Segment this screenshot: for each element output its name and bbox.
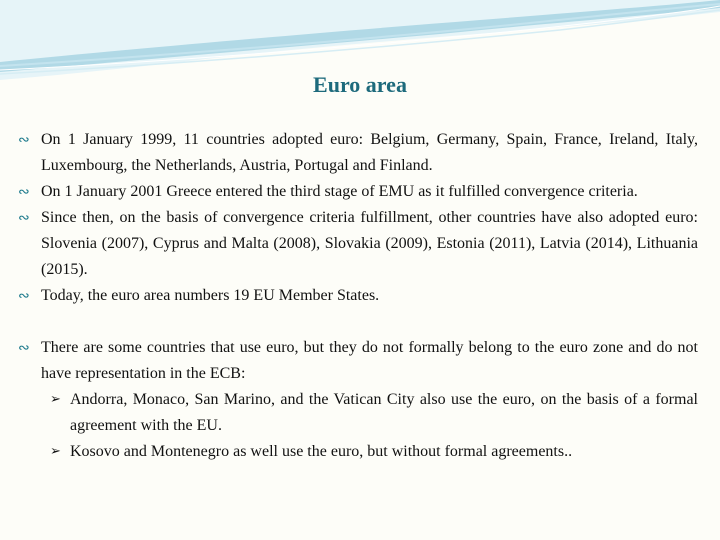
sub-bullet-text: Andorra, Monaco, San Marino, and the Vatican City also use the euro, on the basis of a formal agreement with the EU. [70,391,698,434]
arrow-bullet-icon: ➢ [50,392,61,407]
bullet-text: On 1 January 2001 Greece entered the third stage of EMU as it fulfilled convergence criteria. [41,183,638,200]
arrow-bullet-icon: ➢ [50,444,61,459]
paragraph-gap [18,309,698,335]
sub-bullet-item [18,439,698,465]
bullet-text: On 1 January 1999, 11 countries adopted euro: Belgium, Germany, Spain, France, Ireland, Italy, Luxembourg, the Netherlands, Austria, Portugal and Finland. [41,131,698,174]
slide-title: Euro area [313,72,407,97]
sub-bullet-text: Kosovo and Montenegro as well use the euro, but without formal agreements.. [70,443,573,460]
slide-body [18,127,698,465]
bullet-item [18,127,698,179]
wave-bullet-icon: ∾ [18,210,30,226]
bullet-text: Today, the euro area numbers 19 EU Member States. [41,287,380,304]
bullet-item [18,179,698,205]
wave-bullet-icon: ∾ [18,340,30,356]
bullet-item [18,205,698,283]
wave-bullet-icon: ∾ [18,184,30,200]
bullet-item [18,283,698,309]
bullet-item [18,335,698,387]
sub-bullet-item [18,387,698,439]
wave-bullet-icon: ∾ [18,288,30,304]
wave-bullet-icon: ∾ [18,132,30,148]
bullet-text: Since then, on the basis of convergence criteria fulfillment, other countries have also adopted euro: Slovenia (2007), Cyprus and Malta (2008), Slovakia (2009), Estonia (2011), Latvia (2014), Lithuania (2015). [41,209,698,278]
bullet-text: There are some countries that use euro, but they do not formally belong to the euro zone and do not have representation in the ECB: [41,339,698,382]
